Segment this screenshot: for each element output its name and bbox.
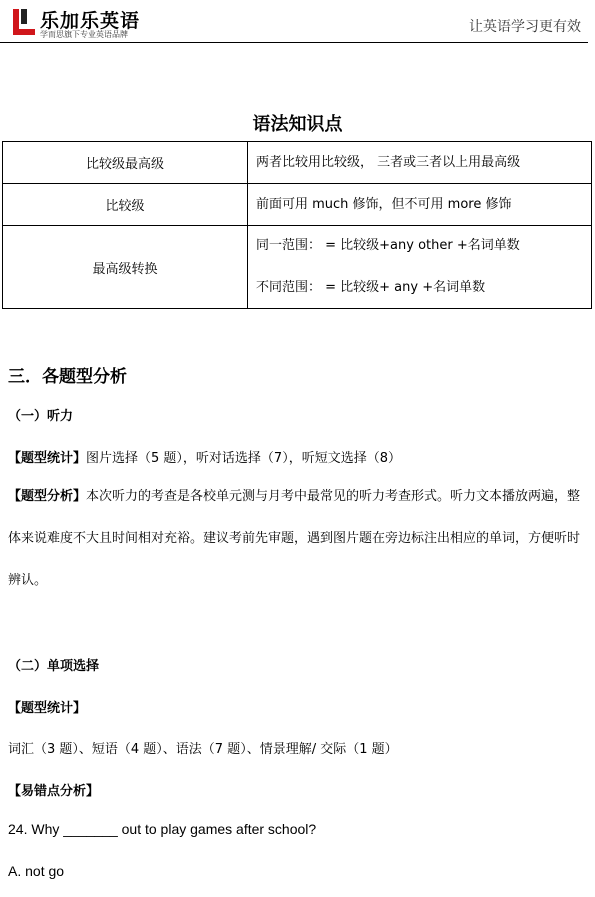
analysis-text: 本次听力的考查是各校单元测与月考中最常见的听力考查形式。听力文本播放两遍，整体来说难度不大且时间相对充裕。建议考前先审题，遇到图片题在旁边标注出相应的单词，方便听时辨认。 bbox=[8, 489, 581, 588]
option-a: A. not go bbox=[8, 863, 65, 879]
table-cell-label: 最高级转换 bbox=[3, 226, 248, 309]
table-cell-text: 两者比较用比较级， 三者或三者以上用最高级 bbox=[256, 154, 521, 170]
table-cell-content bbox=[248, 226, 592, 309]
table-cell-label: 比较级 bbox=[3, 184, 248, 226]
header-divider bbox=[0, 42, 588, 43]
stats-label: 【题型统计】 bbox=[8, 451, 87, 466]
table-cell-text: 前面可用 much 修饰，但不可用 more 修饰 bbox=[256, 196, 512, 212]
header-slogan: 让英语学习更有效 bbox=[469, 19, 581, 35]
part1-stats bbox=[8, 447, 401, 466]
grammar-table bbox=[2, 141, 592, 309]
table-row bbox=[3, 226, 592, 309]
question-24: 24. Why _______ out to play games after school? bbox=[8, 821, 317, 837]
grammar-title: 语法知识点 bbox=[252, 114, 343, 135]
logo-title: 乐加乐英语 bbox=[40, 10, 141, 32]
table-row bbox=[3, 184, 592, 226]
logo-subtitle: 学而思旗下专业英语品牌 bbox=[40, 30, 128, 39]
part1-analysis bbox=[8, 476, 588, 602]
logo bbox=[10, 5, 150, 41]
part2-stats-label: 【题型统计】 bbox=[8, 701, 87, 716]
section-heading: 三．各题型分析 bbox=[8, 367, 127, 387]
table-row bbox=[3, 142, 592, 184]
table-cell-text: 同一范围： = 比较级+any other +名词单数 bbox=[256, 238, 520, 253]
table-cell-text: 不同范围： = 比较级+ any +名词单数 bbox=[256, 280, 486, 295]
table-cell-content bbox=[248, 142, 592, 184]
part1-heading: （一）听力 bbox=[8, 409, 74, 424]
table-cell-content bbox=[248, 184, 592, 226]
part2-stats-text: 词汇（3 题）、短语（4 题）、语法（7 题）、情景理解/ 交际（1 题） bbox=[8, 742, 398, 757]
stats-text: 图片选择（5 题），听对话选择（7），听短文选择（8） bbox=[86, 451, 401, 466]
part2-heading: （二）单项选择 bbox=[8, 659, 100, 674]
table-cell-label: 比较级最高级 bbox=[3, 142, 248, 184]
error-analysis-label: 【易错点分析】 bbox=[8, 784, 100, 799]
logo-mark-icon bbox=[10, 7, 38, 37]
page-header bbox=[0, 0, 595, 44]
analysis-label: 【题型分析】 bbox=[8, 489, 87, 504]
